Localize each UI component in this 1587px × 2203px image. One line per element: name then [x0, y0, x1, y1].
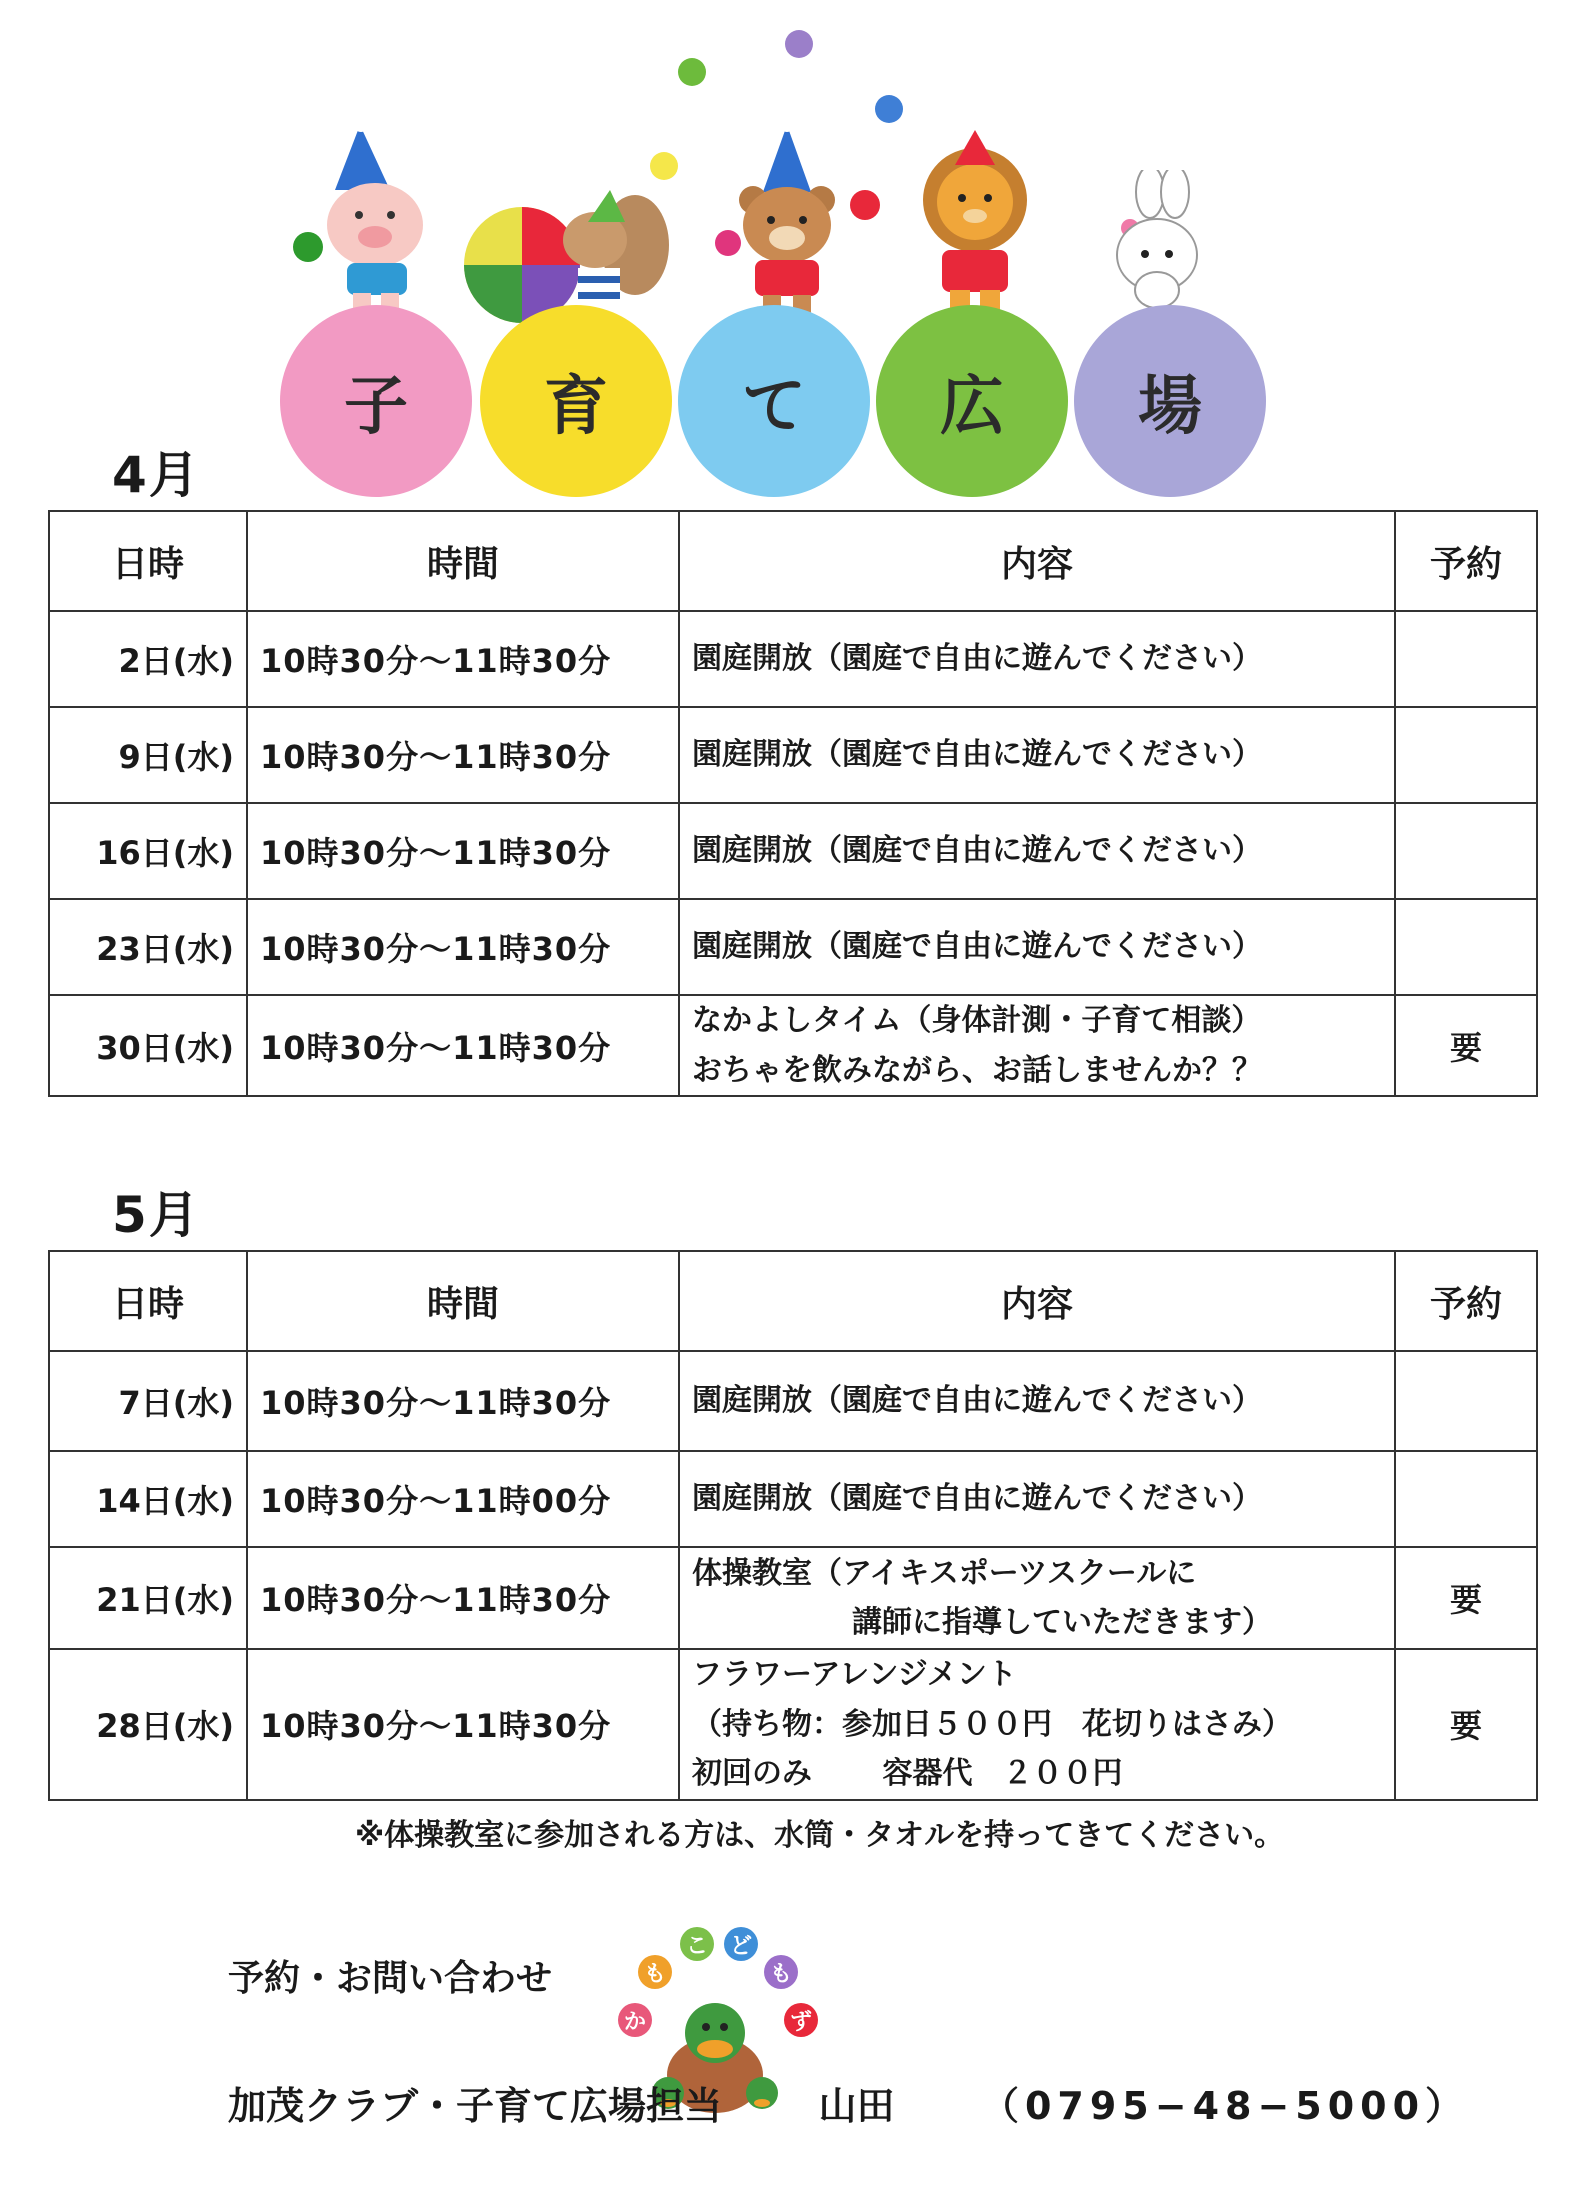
row-content-line: 講師に指導していただきます） — [852, 1605, 1272, 1640]
header-time: 時間 — [247, 1251, 679, 1351]
logo-char: こ — [680, 1927, 714, 1961]
row-content-line: 初回のみ 容器代 ２００円 — [692, 1756, 1123, 1791]
row-content: 園庭開放（園庭で自由に遊んでください） — [679, 707, 1395, 803]
title-char-circle: 子 — [280, 305, 472, 497]
table-row — [49, 1351, 1537, 1451]
logo-char: ず — [784, 2003, 818, 2037]
contact-line — [228, 2075, 1469, 2130]
table-row — [49, 707, 1537, 803]
lion-icon — [900, 130, 1050, 330]
row-time: 10時30分～11時30分 — [247, 1649, 679, 1800]
juggling-ball-icon — [785, 30, 813, 58]
row-reservation: 要 — [1395, 1649, 1537, 1800]
row-time: 10時30分～11時30分 — [247, 995, 679, 1096]
table-row — [49, 1649, 1537, 1800]
title-char-circle: 広 — [876, 305, 1068, 497]
row-content — [679, 1547, 1395, 1649]
row-reservation — [1395, 803, 1537, 899]
header-date: 日時 — [49, 1251, 247, 1351]
pig-icon — [315, 115, 445, 315]
row-content-line: なかよしタイム（身体計測・子育て相談） — [692, 1003, 1262, 1038]
inquiry-label: 予約・お問い合わせ — [228, 1958, 553, 1999]
header-time: 時間 — [247, 511, 679, 611]
logo-char: も — [638, 1955, 672, 1989]
row-content-line: フラワーアレンジメント — [692, 1657, 1017, 1692]
table-row — [49, 803, 1537, 899]
row-reservation — [1395, 1451, 1537, 1547]
title-char-circle: 場 — [1074, 305, 1266, 497]
row-content: 園庭開放（園庭で自由に遊んでください） — [679, 1451, 1395, 1547]
table-header-row — [49, 511, 1537, 611]
juggling-ball-icon — [875, 95, 903, 123]
row-reservation: 要 — [1395, 995, 1537, 1096]
row-date: 21日(水) — [49, 1547, 247, 1649]
row-content — [679, 1649, 1395, 1800]
rabbit-icon — [1095, 170, 1215, 320]
row-content-line: 体操教室（アイキスポーツスクールに — [692, 1555, 1197, 1591]
table-row — [49, 899, 1537, 995]
row-reservation — [1395, 899, 1537, 995]
row-date: 16日(水) — [49, 803, 247, 899]
juggling-ball-icon — [650, 152, 678, 180]
may-schedule-table — [48, 1250, 1538, 1801]
april-schedule-table — [48, 510, 1538, 1097]
row-time: 10時30分～11時30分 — [247, 611, 679, 707]
row-date: 9日(水) — [49, 707, 247, 803]
row-time: 10時30分～11時30分 — [247, 1351, 679, 1451]
row-date: 14日(水) — [49, 1451, 247, 1547]
bear-icon — [715, 120, 855, 320]
contact-person: 山田 — [818, 2084, 895, 2128]
page-title — [280, 305, 1270, 505]
row-date: 2日(水) — [49, 611, 247, 707]
header-reservation: 予約 — [1395, 511, 1537, 611]
row-reservation — [1395, 707, 1537, 803]
row-date: 23日(水) — [49, 899, 247, 995]
row-reservation — [1395, 1351, 1537, 1451]
header-content: 内容 — [679, 1251, 1395, 1351]
title-char-circle: て — [678, 305, 870, 497]
row-reservation — [1395, 611, 1537, 707]
april-heading: 4月 — [112, 446, 201, 504]
row-content: 園庭開放（園庭で自由に遊んでください） — [679, 899, 1395, 995]
logo-char: か — [618, 2003, 652, 2037]
row-date: 28日(水) — [49, 1649, 247, 1800]
logo-char: ど — [724, 1927, 758, 1961]
header-content: 内容 — [679, 511, 1395, 611]
row-date: 7日(水) — [49, 1351, 247, 1451]
title-char-circle: 育 — [480, 305, 672, 497]
row-content: 園庭開放（園庭で自由に遊んでください） — [679, 1351, 1395, 1451]
row-content: 園庭開放（園庭で自由に遊んでください） — [679, 803, 1395, 899]
row-content-line: おちゃを飲みながら、お話しませんか？？ — [692, 1052, 1262, 1088]
row-time: 10時30分～11時30分 — [247, 899, 679, 995]
juggling-ball-icon — [678, 58, 706, 86]
row-reservation: 要 — [1395, 1547, 1537, 1649]
note-text: ※体操教室に参加される方は、水筒・タオルを持ってきてください。 — [355, 1818, 1285, 1853]
row-time: 10時30分～11時30分 — [247, 803, 679, 899]
table-row — [49, 1451, 1537, 1547]
row-time: 10時30分～11時30分 — [247, 1547, 679, 1649]
row-date: 30日(水) — [49, 995, 247, 1096]
table-row — [49, 1547, 1537, 1649]
table-row — [49, 995, 1537, 1096]
table-row — [49, 611, 1537, 707]
header-reservation: 予約 — [1395, 1251, 1537, 1351]
row-content — [679, 995, 1395, 1096]
contact-org: 加茂クラブ・子育て広場担当 — [228, 2084, 723, 2128]
header-date: 日時 — [49, 511, 247, 611]
logo-char: も — [764, 1955, 798, 1989]
table-header-row — [49, 1251, 1537, 1351]
contact-phone: （0795−48−5000） — [980, 2084, 1470, 2128]
row-content: 園庭開放（園庭で自由に遊んでください） — [679, 611, 1395, 707]
may-heading: 5月 — [112, 1186, 201, 1244]
row-time: 10時30分～11時30分 — [247, 707, 679, 803]
row-content-line: （持ち物：参加日５００円 花切りはさみ） — [692, 1706, 1292, 1742]
header-illustration — [0, 0, 1587, 520]
row-time: 10時30分～11時00分 — [247, 1451, 679, 1547]
